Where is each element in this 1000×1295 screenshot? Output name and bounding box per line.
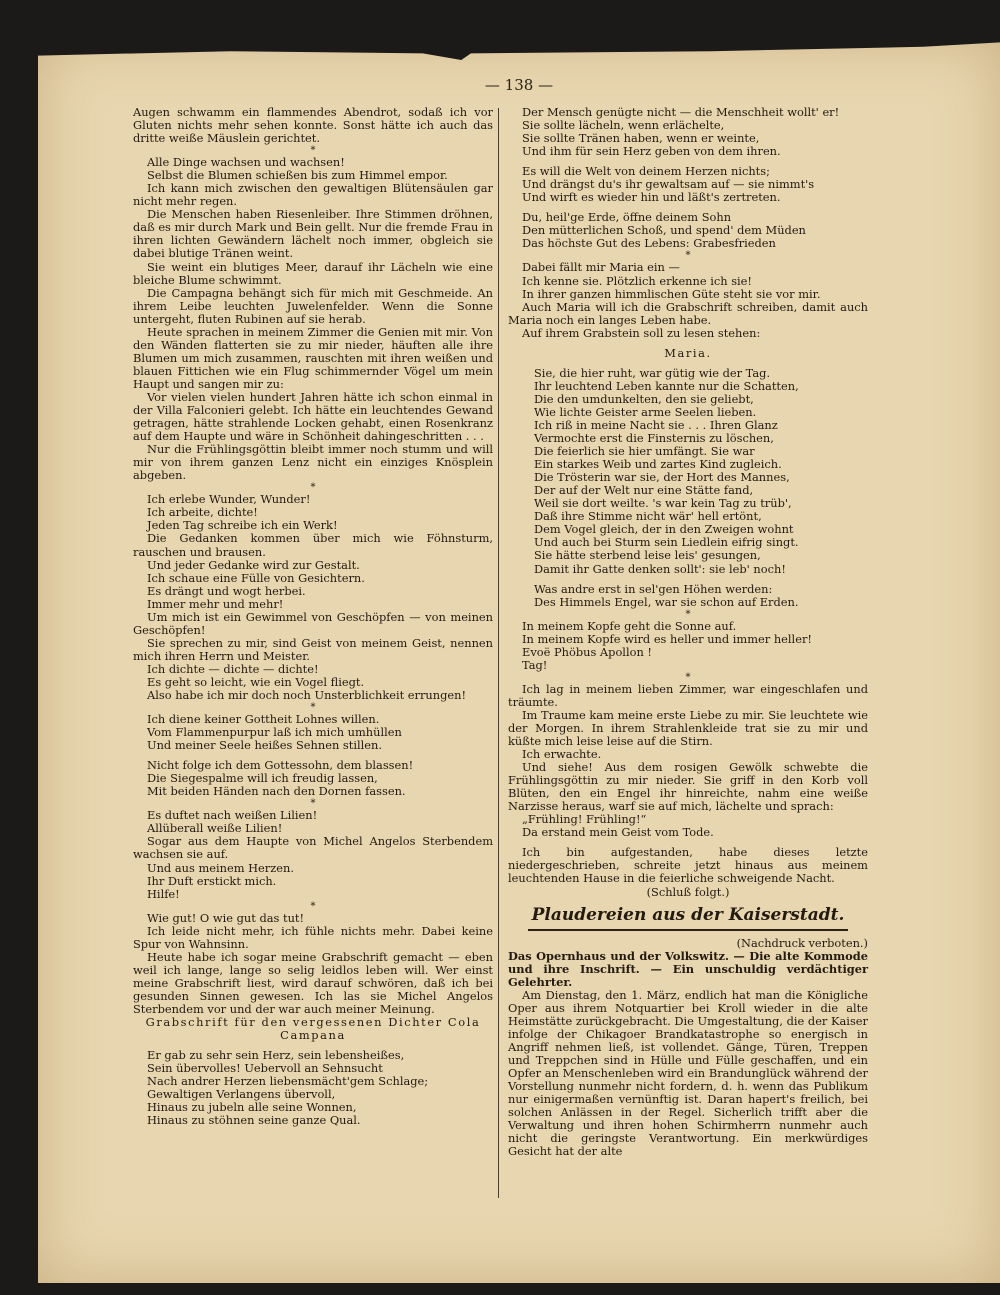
verse-line: Ein starkes Weib und zartes Kind zugleich. xyxy=(534,457,782,472)
paragraph: Sie sprechen zu mir, sind Geist von meinem Geist, nennen mich ihren Herrn und Meister. xyxy=(133,635,493,663)
verse-line: Die Trösterin war sie, der Hort des Mannes, xyxy=(534,470,790,485)
verse-line: Ich kenne sie. Plötzlich erkenne ich sie! xyxy=(522,273,752,288)
poem-heading: Maria. xyxy=(664,345,712,360)
verse-line: Hilfe! xyxy=(147,886,180,901)
paragraph: Und siehe! Aus dem rosigen Gewölk schwebte die Frühlingsgöttin zu mir nieder. Sie griff in den Korb voll Blüten, den ein Engel ihr hinreichte, nahm eine weiße Narzisse heraus, warf sie auf mich, lächelte und sprach: xyxy=(508,760,868,814)
verse-line: Der auf der Welt nur eine Stätte fand, xyxy=(534,483,754,498)
poem-heading: Grabschrift für den vergessenen Dichter Cola Campana xyxy=(145,1015,481,1043)
verse-line: Evoë Phöbus Apollon ! xyxy=(522,644,652,659)
verse-line: Ich diene keiner Gottheit Lohnes willen. xyxy=(147,712,380,727)
left-column xyxy=(133,106,493,1127)
paragraph: Sogar aus dem Haupte von Michel Angelos Sterbendem wachsen sie auf. xyxy=(133,834,493,862)
verse-line: Alle Dinge wachsen und wachsen! xyxy=(147,155,345,170)
verse-line: Vermochte erst die Finsternis zu löschen, xyxy=(534,431,774,446)
reprint-notice: (Nachdruck verboten.) xyxy=(736,935,868,950)
paragraph: Vor vielen vielen hundert Jahren hätte ich schon einmal in der Villa Falconieri gelebt. Ich hätte ein leuchtendes Gewand getragen, hätte strahlende Locken gehabt, einen Rosenkranz auf dem Haupte und wäre in Schönheit dahingeschritten . . . xyxy=(133,389,493,444)
verse-line: In meinem Kopfe geht die Sonne auf. xyxy=(522,618,737,633)
verse-line: Gewaltigen Verlangens übervoll, xyxy=(147,1087,336,1102)
verse-line: In meinem Kopfe wird es heller und immer heller! xyxy=(522,631,812,646)
verse-line: Allüberall weiße Lilien! xyxy=(147,821,283,836)
verse-line: Wie lichte Geister arme Seelen lieben. xyxy=(534,404,757,419)
verse-line: Sie sollte Tränen haben, wenn er weinte, xyxy=(522,131,760,146)
verse-line: Und jeder Gedanke wird zur Gestalt. xyxy=(147,557,360,572)
verse-line: Ich erwachte. xyxy=(522,747,602,762)
verse-line: Damit ihr Gatte denken sollt': sie leb' noch! xyxy=(534,561,786,576)
section-star: * xyxy=(685,250,691,262)
section-star: * xyxy=(310,482,316,494)
verse-line: Hinaus zu jubeln alle seine Wonnen, xyxy=(147,1100,357,1115)
verse-line: Vom Flammenpurpur laß ich mich umhüllen xyxy=(147,725,402,740)
paragraph: Die Gedanken kommen über mich wie Föhnsturm, rauschen und brausen. xyxy=(133,531,493,559)
verse-line: Du, heil'ge Erde, öffne deinem Sohn xyxy=(522,210,732,225)
verse-line: Tag! xyxy=(522,657,548,672)
verse-line: Hinaus zu stöhnen seine ganze Qual. xyxy=(147,1113,361,1128)
section-star: * xyxy=(310,702,316,714)
verse-line: Sie hätte sterbend leise leis' gesungen, xyxy=(534,548,761,563)
paragraph: Auch Maria will ich die Grabschrift schreiben, damit auch Maria noch ein langes Leben habe. xyxy=(508,299,868,327)
verse-line: Weil sie dort weilte. 's war kein Tag zu trüb', xyxy=(534,496,792,511)
article-summary: Das Opernhaus und der Volkswitz. — Die alte Kommode und ihre Inschrift. — Ein unschuldig verdächtiger Gelehrter. xyxy=(508,948,868,989)
verse-line: Also habe ich mir doch noch Unsterblichkeit errungen! xyxy=(147,688,467,703)
verse-line: Die den umdunkelten, den sie geliebt, xyxy=(534,391,754,406)
verse-line: Die feierlich sie hier umfängt. Sie war xyxy=(534,444,755,459)
verse-line: Den mütterlichen Schoß, und spend' dem Müden xyxy=(522,223,806,238)
paragraph: Die Campagna behängt sich für mich mit Geschmeide. An ihrem Leibe leuchten Juwelenfelder. Wenn die Sonne untergeht, fluten Rubinen auf sie herab. xyxy=(133,285,493,326)
verse-line: Und drängst du's ihr gewaltsam auf — sie nimmt's xyxy=(522,177,815,192)
section-star: * xyxy=(310,900,316,912)
verse-line: Es duftet nach weißen Lilien! xyxy=(147,808,318,823)
verse-line: In ihrer ganzen himmlischen Güte steht sie vor mir. xyxy=(522,286,821,301)
verse-line: Er gab zu sehr sein Herz, sein lebensheißes, xyxy=(147,1048,405,1063)
verse-line: Sie, die hier ruht, war gütig wie der Tag. xyxy=(534,365,771,380)
torn-edge xyxy=(38,38,1000,60)
column-rule xyxy=(498,108,499,1198)
closing-note: (Schluß folgt.) xyxy=(646,884,730,899)
verse-line: Ich arbeite, dichte! xyxy=(147,505,258,520)
paragraph: Nur die Frühlingsgöttin bleibt immer noch stumm und will mir von ihrem ganzen Lenz nicht ein einziges Knösplein abgeben. xyxy=(133,442,493,483)
paragraph: Augen schwamm ein flammendes Abendrot, sodaß ich vor Gluten nichts mehr sehen konnte. Sonst hätte ich auch das dritte weiße Mäuslein gerichtet. xyxy=(133,105,493,146)
verse-line: „Frühling! Frühling!“ xyxy=(522,812,647,827)
verse-line: Auf ihrem Grabstein soll zu lesen stehen: xyxy=(522,325,761,340)
verse-line: Der Mensch genügte nicht — die Menschheit wollt' er! xyxy=(522,105,840,119)
paragraph: Heute sprachen in meinem Zimmer die Genien mit mir. Von den Wänden flatterten sie zu mir nieder, häuften alle ihre Blumen um mich zusammen, rauschten mit ihren weißen und blauen Fittichen wie ein Flug schimmernder Vögel um mein Haupt und sangen mir zu: xyxy=(133,324,493,391)
verse-line: Und auch bei Sturm sein Liedlein eifrig singt. xyxy=(534,535,799,550)
paragraph: Ich bin aufgestanden, habe dieses letzte niedergeschrieben, schreite jetzt hinaus aus meinem leuchtenden Hause in die feierliche schweigende Nacht. xyxy=(508,845,868,886)
section-star: * xyxy=(310,798,316,810)
verse-line: Das höchste Gut des Lebens: Grabesfrieden xyxy=(522,236,776,251)
section-star: * xyxy=(685,608,691,620)
verse-line: Es geht so leicht, wie ein Vogel fliegt. xyxy=(147,674,365,689)
paragraph: Im Traume kam meine erste Liebe zu mir. Sie leuchtete wie der Morgen. In ihrem Strahlenkleide trat sie zu mir und küßte mich leise leise auf die Stirn. xyxy=(508,707,868,749)
right-column xyxy=(508,106,868,1158)
verse-line: Wie gut! O wie gut das tut! xyxy=(147,910,305,925)
paragraph: Am Dienstag, den 1. März, endlich hat man die Königliche Oper aus ihrem Notquartier bei Kroll wieder in die alte Heimstätte zurückgebracht. Die Umgestaltung, die der Kaiser infolge der Chikagoer Brandkatastrophe so energisch in Angriff nehmen ließ, ist vollendet. Gänge, Türen, Treppen und Treppchen sind in Hülle und Fülle geschaffen, und ein Opfer an Menschenleben wird ein Brandunglück während der Vorstellung nunmehr nicht fordern, d. h. wenn das Publikum nur einigermaßen vernünftig ist. Daran hapert's freilich, bei solchen Anlässen in der Regel. Sicherlich trifft aber die Verwaltung und ihren hohen Schirmherrn nunmehr auch nicht die geringste Verantwortung. Ein merkwürdiges Gesicht hat der alte xyxy=(508,987,868,1159)
verse-line: Daß ihre Stimme nicht wär' hell ertönt, xyxy=(534,509,762,524)
newspaper-page xyxy=(38,38,1000,1283)
verse-line: Und wirft es wieder hin und läßt's zertreten. xyxy=(522,190,781,205)
verse-line: Die Siegespalme will ich freudig lassen, xyxy=(147,771,378,786)
verse-line: Da erstand mein Geist vom Tode. xyxy=(522,825,714,840)
verse-line: Es will die Welt von deinem Herzen nichts; xyxy=(522,164,770,179)
verse-line: Nach andrer Herzen liebensmächt'gem Schlage; xyxy=(147,1074,429,1089)
paragraph: Heute habe ich sogar meine Grabschrift gemacht — eben weil ich lange, lange so selig leidlos leben will. Wer einst meine Grabschrift liest, wird darauf schwören, daß ich bei gesunden Sinnen gewesen. Ich las sie Michel Angelos Sterbendem vor und der war auch meiner Meinung. xyxy=(133,949,493,1016)
verse-line: Selbst die Blumen schießen bis zum Himmel empor. xyxy=(147,168,448,183)
verse-line: Ich dichte — dichte — dichte! xyxy=(147,661,319,676)
section-star: * xyxy=(310,145,316,157)
verse-line: Ihr Duft erstickt mich. xyxy=(147,873,277,888)
section-star: * xyxy=(685,671,691,683)
article-title: Plaudereien aus der Kaiserstadt. xyxy=(531,904,845,925)
verse-line: Und ihm für sein Herz geben von dem ihren. xyxy=(522,144,781,159)
verse-line: Immer mehr und mehr! xyxy=(147,596,284,611)
verse-line: Jeden Tag schreibe ich ein Werk! xyxy=(147,518,338,533)
verse-line: Dem Vogel gleich, der in den Zweigen wohnt xyxy=(534,522,794,537)
verse-line: Sie sollte lächeln, wenn erlächelte, xyxy=(522,118,725,133)
verse-line: Dabei fällt mir Maria ein — xyxy=(522,260,680,275)
verse-line: Des Himmels Engel, war sie schon auf Erden. xyxy=(534,594,799,609)
paragraph: Die Menschen haben Riesenleiber. Ihre Stimmen dröhnen, daß es mir durch Mark und Bein gellt. Nur die fremde Frau in ihren lichten Gewändern lächelt noch immer, obgleich sie dabei blutige Tränen weint. xyxy=(133,207,493,261)
verse-line: Sein übervolles! Uebervoll an Sehnsucht xyxy=(147,1061,383,1076)
paragraph: Um mich ist ein Gewimmel von Geschöpfen — von meinen Geschöpfen! xyxy=(133,609,493,637)
paragraph: Ich lag in meinem lieben Zimmer, war eingeschlafen und träumte. xyxy=(508,681,868,709)
title-rule xyxy=(528,929,848,931)
verse-line: Nicht folge ich dem Gottessohn, dem blassen! xyxy=(147,758,414,773)
verse-line: Ich erlebe Wunder, Wunder! xyxy=(147,492,311,507)
paragraph: Ich kann mich zwischen den gewaltigen Blütensäulen gar nicht mehr regen. xyxy=(133,181,493,209)
verse-line: Ihr leuchtend Leben kannte nur die Schatten, xyxy=(534,378,799,393)
verse-line: Es drängt und wogt herbei. xyxy=(147,583,306,598)
verse-line: Und aus meinem Herzen. xyxy=(147,860,294,875)
verse-line: Ich schaue eine Fülle von Gesichtern. xyxy=(147,570,365,585)
verse-line: Ich riß in meine Nacht sie . . . Ihren Glanz xyxy=(534,417,778,432)
verse-line: Was andre erst in sel'gen Höhen werden: xyxy=(534,581,773,596)
paragraph: Ich leide nicht mehr, ich fühle nichts mehr. Dabei keine Spur von Wahnsinn. xyxy=(133,923,493,951)
verse-line: Mit beiden Händen nach den Dornen fassen. xyxy=(147,784,406,799)
verse-line: Und meiner Seele heißes Sehnen stillen. xyxy=(147,738,382,753)
page-number: — 138 — xyxy=(484,76,554,94)
paragraph: Sie weint ein blutiges Meer, darauf ihr Lächeln wie eine bleiche Blume schwimmt. xyxy=(133,259,493,287)
